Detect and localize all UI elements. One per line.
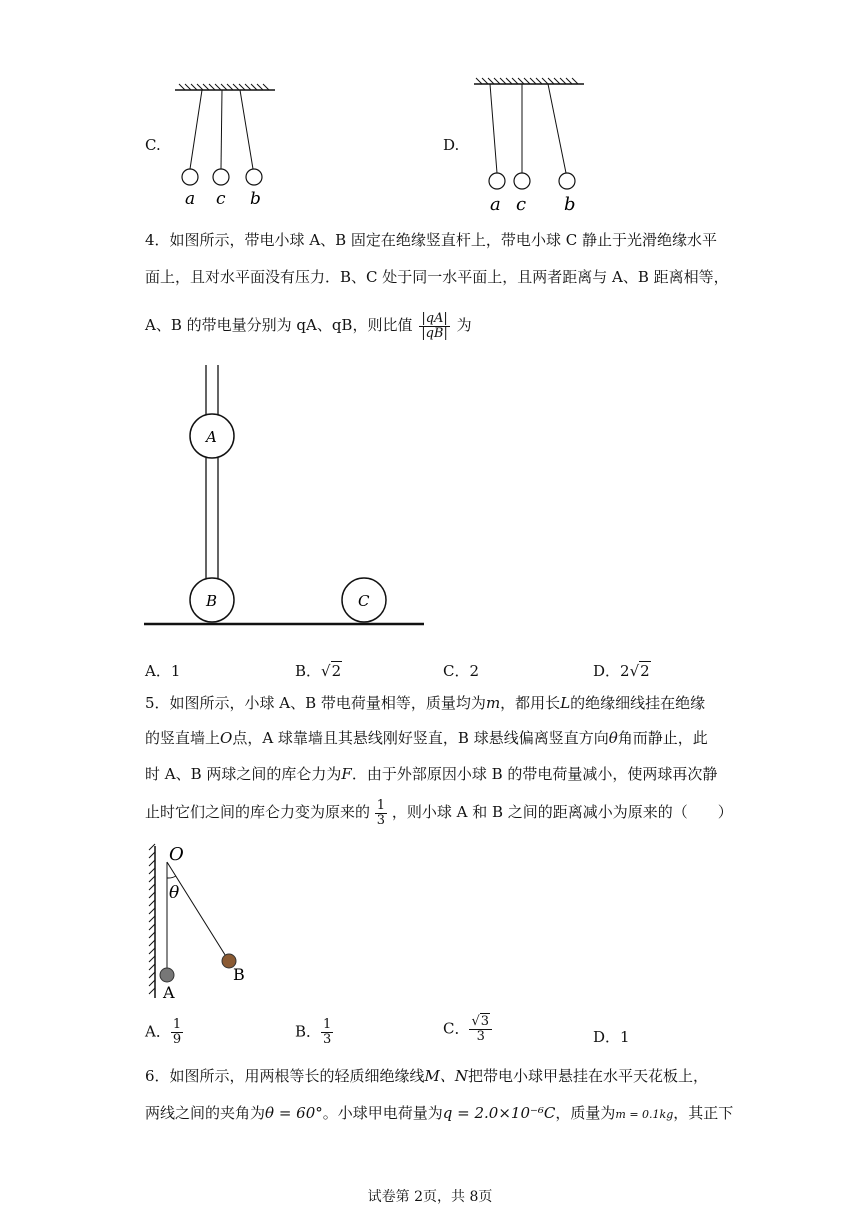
q4-option-c: C．2 bbox=[443, 662, 480, 680]
q5-fraction: $\frac{1}{3}$ bbox=[376, 797, 386, 828]
q4-line3 bbox=[145, 305, 472, 345]
option-c-label: C. bbox=[145, 136, 161, 154]
q5-option-b: B． $\frac{1}{3}$ bbox=[295, 1017, 332, 1047]
q5-option-d: D．1 bbox=[593, 1028, 630, 1046]
q4-line3-text: A、B 的带电量分别为 qA、qB，则比值 bbox=[145, 316, 413, 334]
q5-option-a: A． $\frac{1}{9}$ bbox=[145, 1017, 182, 1047]
q4-line1: 4．如图所示，带电小球 A、B 固定在绝缘竖直杆上，带电小球 C 静止于光滑绝缘水平 bbox=[145, 231, 717, 249]
label-B: B bbox=[233, 965, 245, 984]
ball-label-b: b bbox=[564, 194, 576, 215]
ball-label-b: b bbox=[250, 189, 261, 209]
ball-label-a: a bbox=[490, 194, 501, 215]
q5-line3: 时 A、B 两球之间的库仑力为F．由于外部原因小球 B 的带电荷量减小，使两球再次静 bbox=[145, 765, 718, 783]
q5-option-c: C． $\frac{√3}{3}$ bbox=[443, 1015, 492, 1044]
q4-ratio-fraction bbox=[419, 312, 450, 341]
q5-line4: 止时它们之间的库仑力变为原来的 $\frac{1}{3}$ ，则小球 A 和 B 之间的距离减小为原来的（ ） bbox=[145, 797, 733, 828]
option-d-label: D. bbox=[443, 136, 460, 154]
option-d-figure bbox=[468, 70, 598, 215]
page-footer: 试卷第 2页，共 8页 bbox=[367, 1189, 493, 1205]
label-A: A bbox=[163, 983, 175, 1002]
q4-line2: 面上，且对水平面没有压力．B、C 处于同一水平面上，且两者距离与 A、B 距离相等， bbox=[145, 268, 729, 286]
label-O: O bbox=[169, 844, 184, 865]
ball-label-c: c bbox=[216, 189, 226, 209]
q5-line1: 5．如图所示，小球 A、B 带电荷量相等，质量均为m，都用长L的绝缘细线挂在绝缘 bbox=[145, 694, 706, 712]
q4-ratio-num: |qA| bbox=[419, 312, 450, 327]
ball-label-c: c bbox=[516, 194, 527, 215]
option-c-figure bbox=[165, 80, 285, 210]
q6-line1: 6．如图所示，用两根等长的轻质细绝缘线M、N把带电小球甲悬挂在水平天花板上， bbox=[145, 1067, 709, 1085]
q4-ratio-den: |qB| bbox=[421, 325, 448, 341]
ball-label-C: C bbox=[358, 592, 370, 610]
ball-label-a: a bbox=[185, 189, 196, 209]
ball-label-B: B bbox=[206, 592, 218, 610]
q4-figure bbox=[140, 365, 430, 635]
q4-line3-tail: 为 bbox=[456, 316, 472, 334]
sqrt-symbol: √2 bbox=[629, 662, 650, 680]
label-theta: θ bbox=[169, 883, 180, 903]
ball-label-A: A bbox=[206, 428, 217, 446]
q4-option-d: D．2√2 bbox=[593, 662, 650, 680]
q4-option-a: A．1 bbox=[145, 662, 181, 680]
q5-figure bbox=[145, 840, 265, 1005]
q4-option-b: B．√2 bbox=[295, 662, 342, 680]
sqrt-symbol: √2 bbox=[321, 662, 342, 680]
q5-line2: 的竖直墙上O点，A 球靠墙且其悬线刚好竖直，B 球悬线偏离竖直方向θ角而静止，此 bbox=[145, 729, 708, 747]
q6-line2: 两线之间的夹角为θ = 60°。小球甲电荷量为q = 2.0×10⁻⁶C，质量为m = 0.1kg，其正下 bbox=[145, 1104, 734, 1122]
